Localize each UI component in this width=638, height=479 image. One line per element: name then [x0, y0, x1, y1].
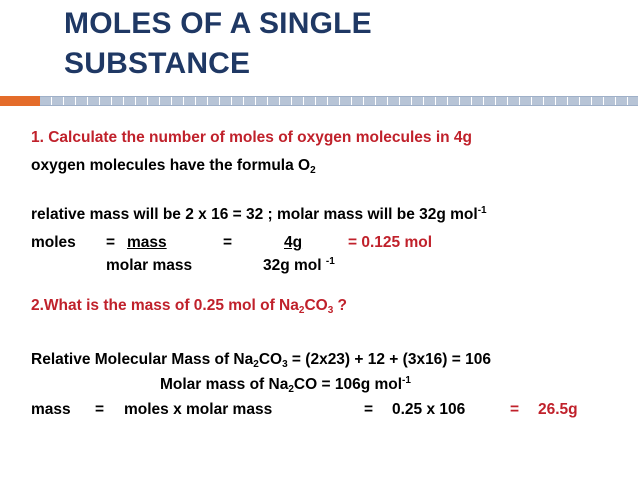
q2-rmm-a: Relative Molecular Mass of Na [31, 351, 254, 368]
q2-molar-sub: 2 [288, 384, 294, 395]
q2-mass-eq-2: = [364, 401, 374, 418]
q1-formula-sub: 2 [310, 165, 316, 176]
q2-heading-sub-2: 3 [327, 305, 334, 316]
q1-result: = 0.125 mol [348, 234, 433, 251]
q1-formula-line [31, 157, 316, 175]
q2-heading-a: 2.What is the mass of 0.25 mol of Na [31, 297, 299, 314]
accent-bar-orange [0, 96, 40, 106]
q2-rmm-sub-2: 3 [282, 359, 288, 370]
q2-rmm-sub-1: 2 [253, 359, 259, 370]
q1-mass-word: mass [127, 234, 167, 251]
q1-denominator-sup: -1 [325, 256, 335, 267]
q2-molar-a: Molar mass of Na [160, 376, 289, 393]
q1-heading: 1. Calculate the number of moles of oxygen molecules in 4g [31, 129, 472, 146]
q2-rmm-b: CO [258, 351, 283, 368]
q1-moles-label: moles [31, 234, 76, 251]
q2-heading-c: ? [333, 297, 348, 314]
q2-mass-calc: 0.25 x 106 [392, 401, 466, 418]
q1-denominator-label: molar mass [106, 257, 193, 274]
q1-formula-text: oxygen molecules have the formula O [31, 157, 311, 174]
q2-heading [31, 297, 347, 315]
q1-eq-2: = [223, 234, 233, 251]
q2-molar-sup: -1 [402, 375, 411, 386]
accent-bar-blue [40, 96, 638, 106]
q2-molar-line [160, 376, 411, 394]
q2-mass-expr: moles x molar mass [124, 401, 273, 418]
q2-mass-eq-1: = [95, 401, 105, 418]
q2-molar-b: CO = 106g mol [293, 376, 403, 393]
q1-relative-mass-line [31, 206, 487, 224]
q2-heading-sub-1: 2 [298, 305, 305, 316]
title-line-1: MOLES OF A SINGLE [64, 7, 372, 40]
q1-eq-1: = [106, 234, 116, 251]
q1-relative-mass-sup: -1 [477, 205, 487, 216]
q1-denominator-value: 32g mol [263, 257, 322, 274]
q1-denominator-line [263, 257, 335, 275]
q2-rmm-line [31, 351, 491, 369]
q1-relative-mass: relative mass will be 2 x 16 = 32 ; molar mass will be 32g mol [31, 206, 478, 223]
q2-heading-b: CO [304, 297, 328, 314]
q1-mass-value: 4g [284, 234, 303, 251]
q2-mass-result: 26.5g [538, 401, 578, 418]
title-line-2: SUBSTANCE [64, 47, 251, 80]
q2-rmm-c: = (2x23) + 12 + (3x16) = 106 [287, 351, 491, 368]
slide-title [64, 4, 372, 84]
q2-mass-eq-3: = [510, 401, 520, 418]
q2-mass-label: mass [31, 401, 71, 418]
